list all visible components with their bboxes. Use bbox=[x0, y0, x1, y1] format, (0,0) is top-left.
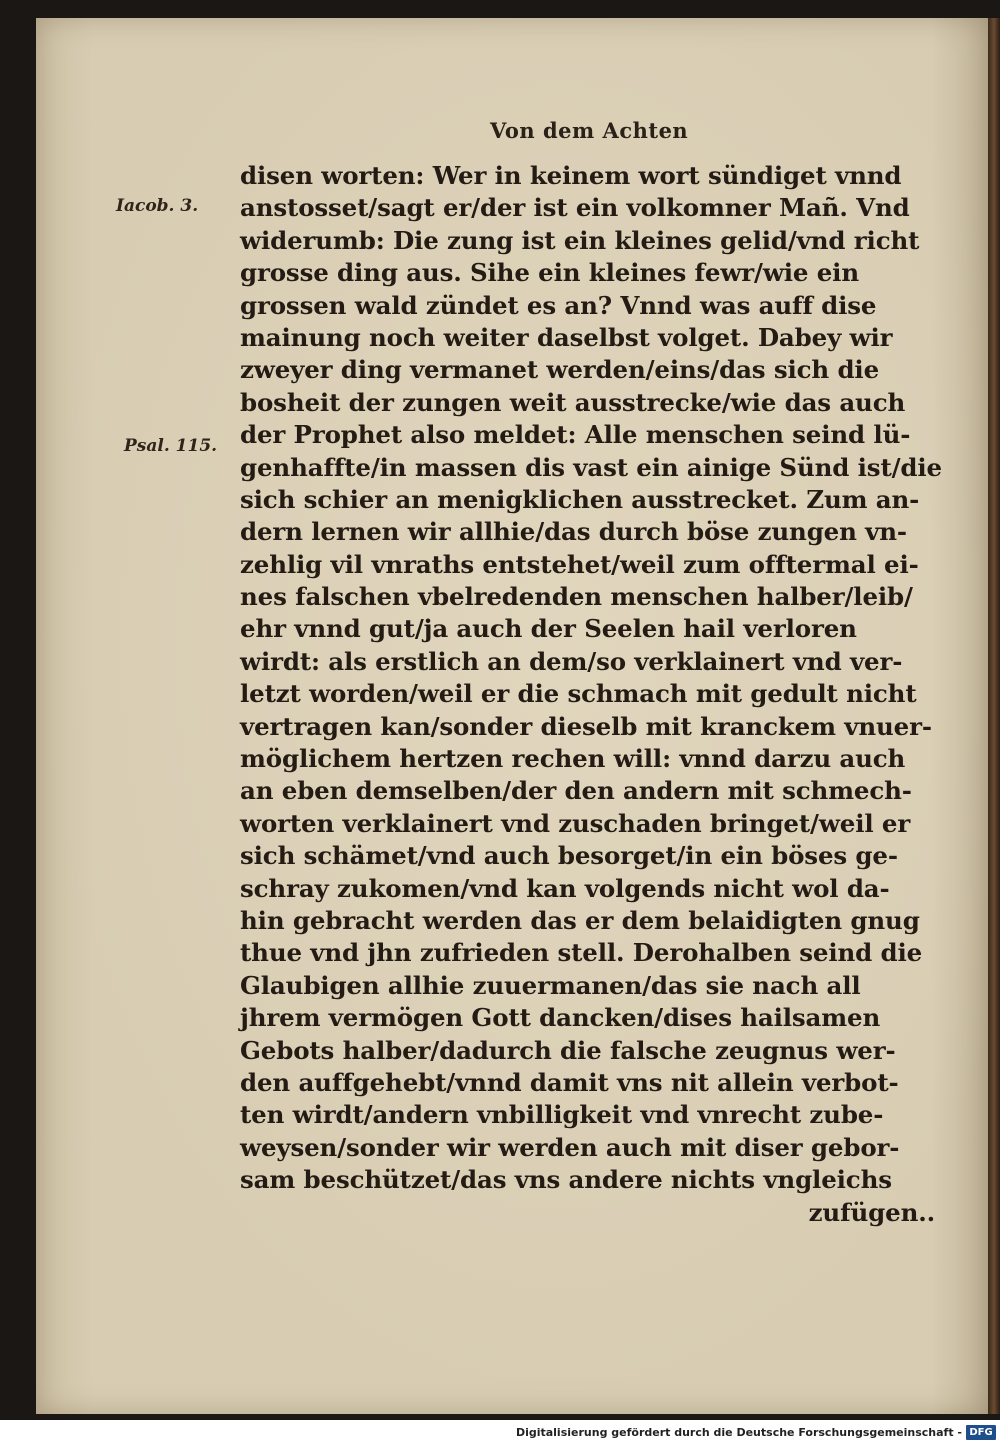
text-line: schray zukomen/vnd kan volgends nicht wol da- bbox=[240, 873, 890, 903]
text-line: mainung noch weiter daselbst volget. Dabey wir bbox=[240, 322, 893, 352]
text-line: dern lernen wir allhie/das durch böse zungen vn- bbox=[240, 517, 907, 547]
text-line: sam beschützet/das vns andere nichts vngleichs bbox=[240, 1165, 892, 1195]
text-line: zehlig vil vnraths entstehet/weil zum offtermal ei- bbox=[240, 549, 919, 579]
text-line: worten verklainert vnd zuschaden bringet/weil er bbox=[240, 808, 911, 838]
text-line: sich schämet/vnd auch besorget/in ein böses ge- bbox=[240, 841, 898, 871]
text-line: der Prophet also meldet: Alle menschen seind lü- bbox=[240, 420, 911, 450]
text-line: jhrem vermögen Gott dancken/dises hailsamen bbox=[240, 1003, 881, 1033]
text-line: ehr vnnd gut/ja auch der Seelen hail verloren bbox=[240, 614, 857, 644]
text-line: disen worten: Wer in keinem wort sündiget vnnd bbox=[240, 161, 902, 190]
text-line: letzt worden/weil er die schmach mit gedult nicht bbox=[240, 679, 917, 709]
running-head: Von dem Achten bbox=[490, 118, 689, 143]
text-line: hin gebracht werden das er dem belaidigten gnug bbox=[240, 905, 920, 935]
margin-note-reference: Iacob. 3. bbox=[116, 196, 199, 216]
text-line: vertragen kan/sonder dieselb mit kranckem vnuer- bbox=[240, 711, 932, 741]
text-line: möglichem hertzen rechen will: vnnd darzu auch bbox=[240, 744, 906, 774]
dfg-logo-icon: DFG bbox=[966, 1425, 996, 1440]
text-line: bosheit der zungen weit ausstrecke/wie das auch bbox=[240, 387, 906, 417]
text-line: Gebots halber/dadurch die falsche zeugnus wer- bbox=[240, 1035, 896, 1065]
text-line: Glaubigen allhie zuuermanen/das sie nach all bbox=[240, 970, 861, 1000]
text-line: widerumb: Die zung ist ein kleines gelid/vnd richt bbox=[240, 225, 920, 255]
text-line: an eben demselben/der den andern mit schmech- bbox=[240, 776, 912, 806]
text-line: zweyer ding vermanet werden/eins/das sich die bbox=[240, 355, 880, 385]
text-line: wirdt: als erstlich an dem/so verklainert vnd ver- bbox=[240, 646, 903, 676]
page-edge bbox=[988, 18, 1000, 1414]
text-line: grossen wald zündet es an? Vnnd was auff dise bbox=[240, 290, 877, 320]
margin-note-reference: Psal. 115. bbox=[124, 436, 218, 456]
text-line: anstosset/sagt er/der ist ein volkomner Mañ. Vnd bbox=[240, 193, 910, 223]
text-line: nes falschen vbelredenden menschen halber/leib/ bbox=[240, 582, 913, 612]
text-line: ten wirdt/andern vnbilligkeit vnd vnrecht zube- bbox=[240, 1100, 884, 1130]
text-line: grosse ding aus. Sihe ein kleines fewr/wie ein bbox=[240, 258, 859, 288]
funding-notice: Digitalisierung gefördert durch die Deutsche Forschungsgemeinschaft - bbox=[515, 1426, 962, 1439]
footer-bar bbox=[0, 1420, 1000, 1446]
text-line: genhaffte/in massen dis vast ein ainige Sünd ist/die bbox=[240, 452, 942, 482]
text-line: thue vnd jhn zufrieden stell. Derohalben seind die bbox=[240, 938, 923, 968]
text-line: weysen/sonder wir werden auch mit diser gebor- bbox=[240, 1132, 900, 1162]
text-line: sich schier an menigklichen ausstrecket. Zum an- bbox=[240, 484, 920, 514]
body-text bbox=[240, 160, 945, 1229]
text-line: den auffgehebt/vnnd damit vns nit allein verbot- bbox=[240, 1067, 899, 1097]
catchword: zufügen.. bbox=[808, 1197, 935, 1227]
